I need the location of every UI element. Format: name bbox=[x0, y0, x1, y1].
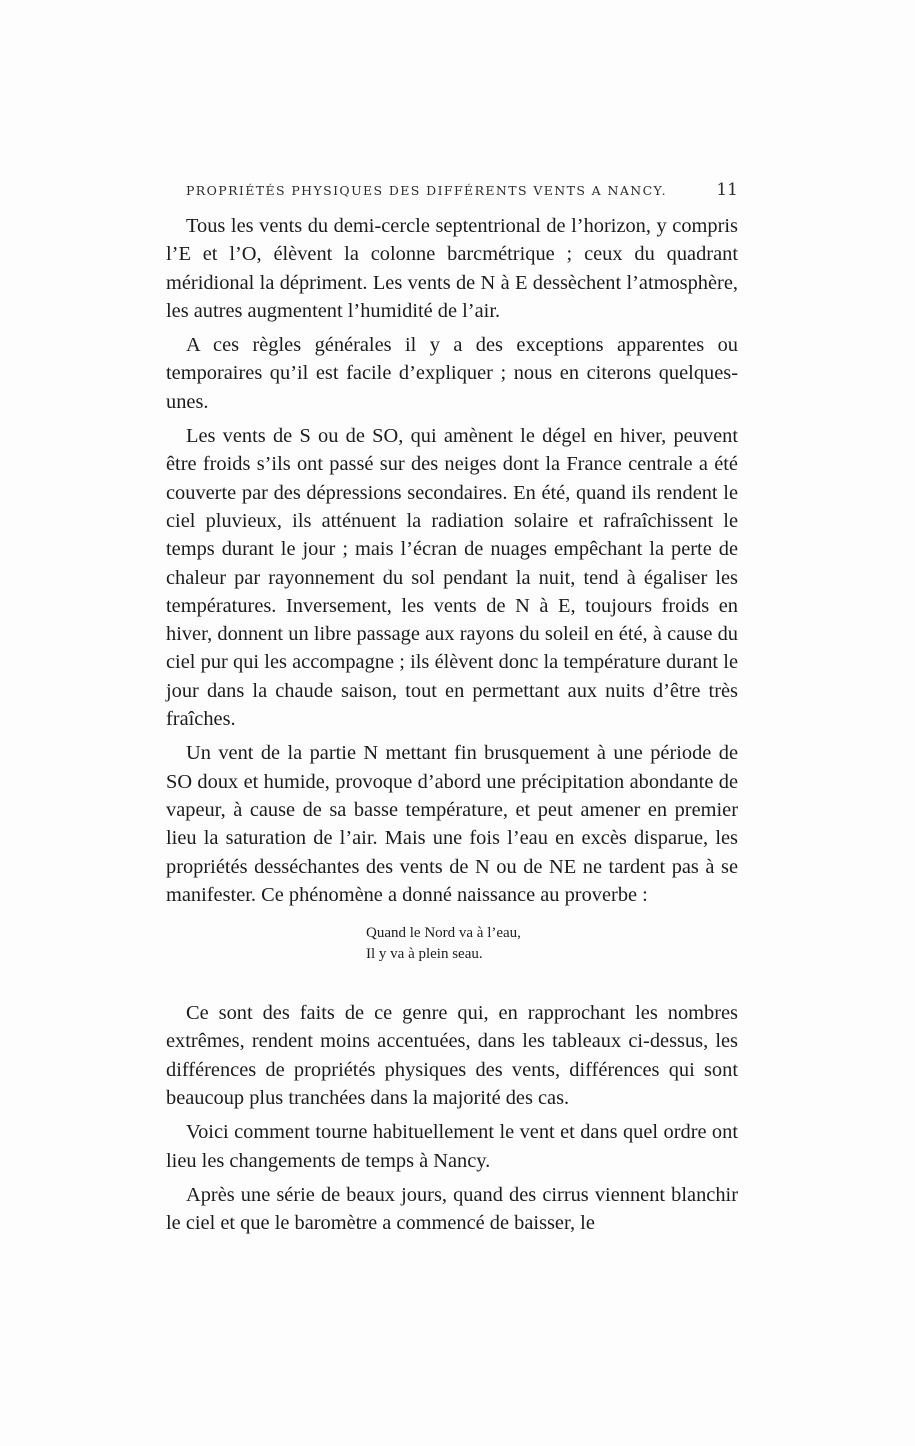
running-head-title: PROPRIÉTÉS PHYSIQUES DES DIFFÉRENTS VENTS A NANCY. bbox=[186, 183, 667, 198]
paragraph: Les vents de S ou de SO, qui amènent le dégel en hiver, peuvent être froids s’ils ont passé sur des neiges dont la France centrale a été couverte par des dépressions secondaires. En été, quand ils rendent le ciel pluvieux, ils atténuent la radiation solaire et rafraîchissent le temps durant le jour ; mais l’écran de nuages empêchant la perte de chaleur par rayonnement du sol pendant la nuit, tend à égaliser les températures. Inversement, les vents de N à E, toujours froids en hiver, donnent un libre passage aux rayons du soleil en été, à cause du ciel pur qui les accompagne ; ils élèvent donc la température durant le jour dans la chaude saison, tout en permettant aux nuits d’être très fraîches. bbox=[166, 425, 738, 731]
running-head bbox=[186, 180, 738, 205]
page-number: 11 bbox=[716, 180, 738, 200]
paragraph: Voici comment tourne habituellement le vent et dans quel ordre ont lieu les changements de temps à Nancy. bbox=[166, 1121, 738, 1172]
paragraph: Ce sont des faits de ce genre qui, en rapprochant les nombres extrêmes, rendent moins accentuées, dans les tableaux ci-dessus, les différences de propriétés physiques des vents, différences qui sont beaucoup plus tranchées dans la majorité des cas. bbox=[166, 1002, 738, 1110]
proverb-quote bbox=[366, 923, 738, 965]
paragraph: A ces règles générales il y a des exceptions apparentes ou temporaires qu’il est facile d’expliquer ; nous en citerons quelques-unes. bbox=[166, 334, 738, 413]
proverb-line: Quand le Nord va à l’eau, bbox=[366, 925, 521, 942]
paragraph: Après une série de beaux jours, quand des cirrus viennent blanchir le ciel et que le baromètre a commencé de baisser, le bbox=[166, 1183, 738, 1235]
paragraph: Tous les vents du demi-cercle septentrional de l’horizon, y compris l’E et l’O, élèvent la colonne barcmétrique ; ceux du quadrant méridional la dépriment. Les vents de N à E dessèchent l’atmosphère, les autres augmentent l’humidité de l’air. bbox=[166, 215, 738, 322]
paragraph: Un vent de la partie N mettant fin brusquement à une période de SO doux et humide, provoque d’abord une précipitation abondante de vapeur, à cause de sa basse température, et peut amener en premier lieu la saturation de l’air. Mais une fois l’eau en excès disparue, les propriétés desséchantes des vents de N ou de NE ne tardent pas à se manifester. Ce phénomène a donné naissance au proverbe : bbox=[166, 742, 738, 906]
body-text bbox=[166, 212, 738, 1238]
proverb-line: Il y va à plein seau. bbox=[366, 946, 483, 963]
